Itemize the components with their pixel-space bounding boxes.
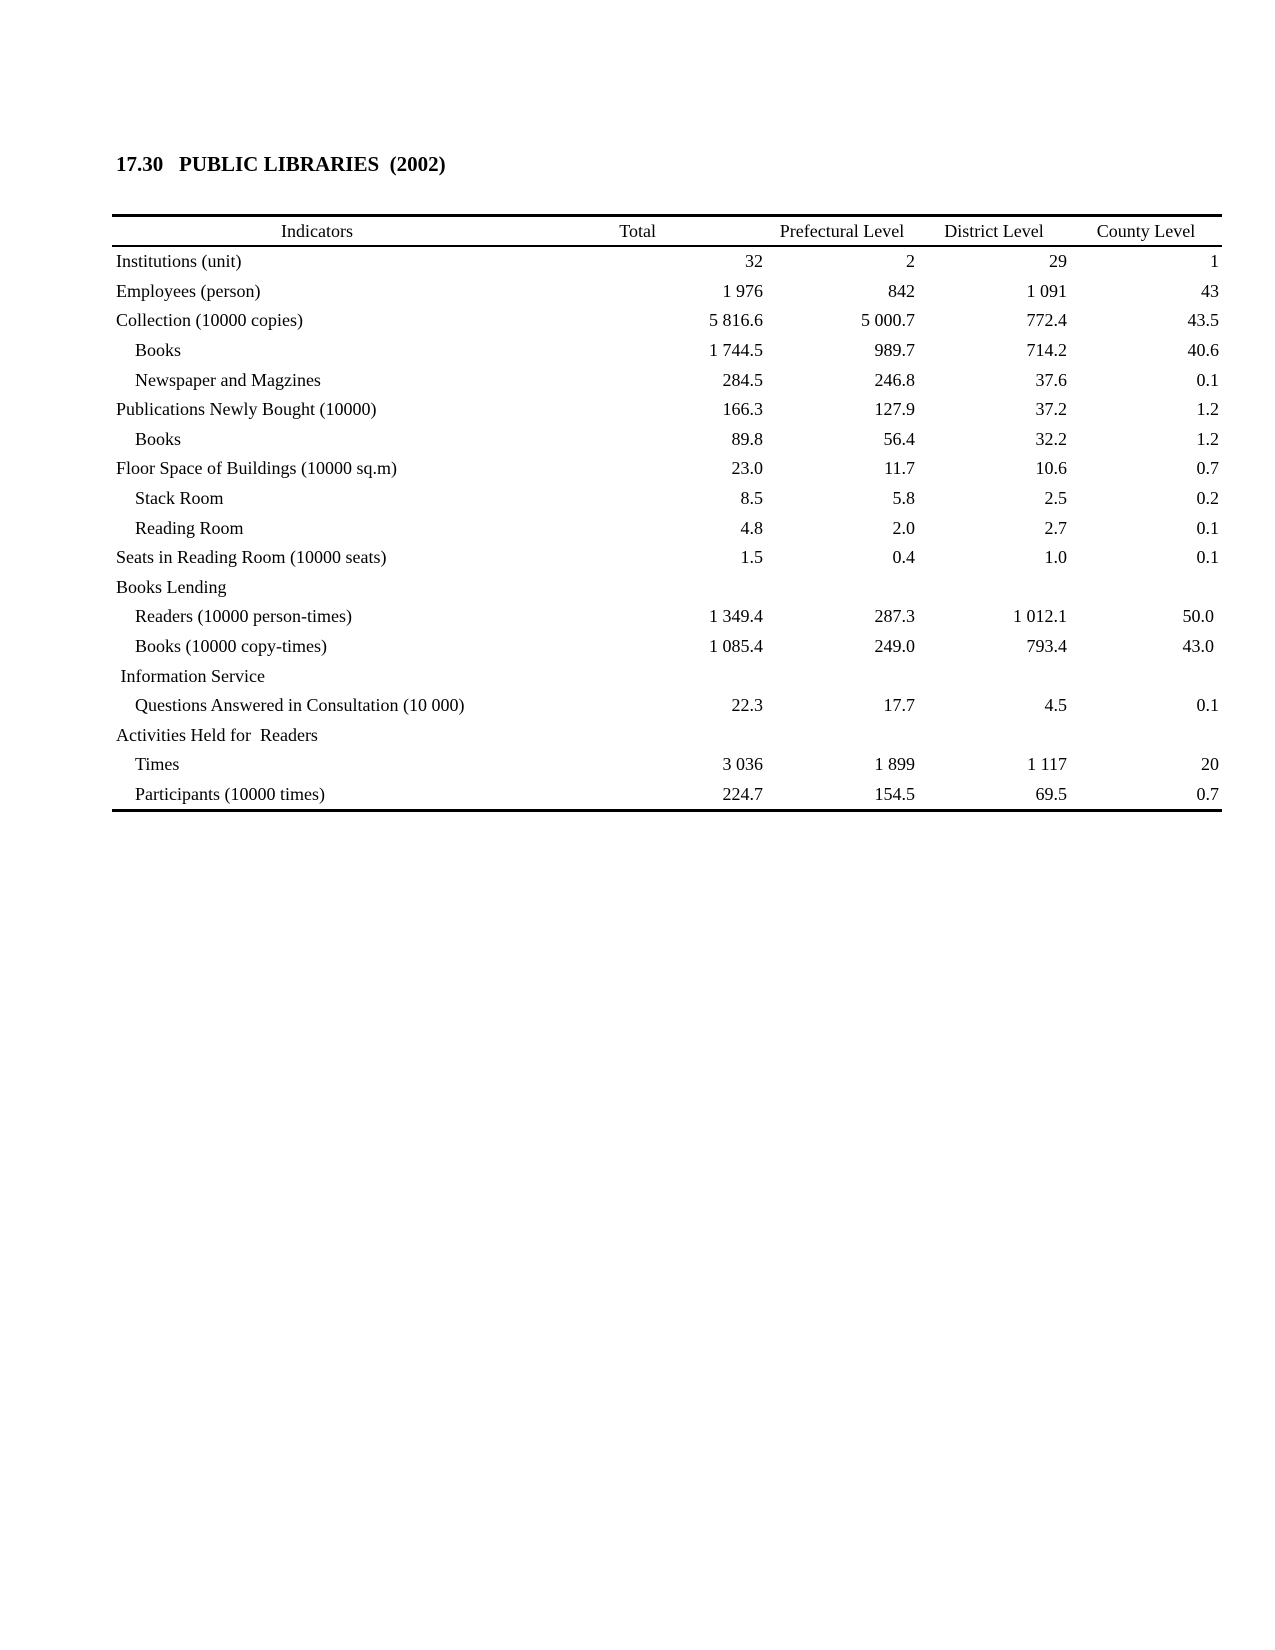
cell-district: 1 117: [1027, 754, 1067, 775]
header-county-level: County Level: [1096, 220, 1196, 241]
cell-total: 32: [745, 251, 763, 272]
cell-total: [522, 661, 766, 691]
cell-prefectural: 989.7: [874, 340, 915, 361]
cell-prefectural: 2: [906, 251, 915, 272]
cell-total: 23.0: [731, 458, 763, 479]
cell-prefectural: 287.3: [874, 606, 915, 627]
table-row: [112, 365, 1222, 395]
cell-district: [918, 721, 1070, 751]
cell-district: 37.6: [1035, 369, 1067, 390]
row-label: Stack Room: [135, 488, 224, 509]
cell-total: 1.5: [740, 547, 763, 568]
cell-total: 3 036: [722, 754, 763, 775]
cell-county: 40.6: [1187, 340, 1219, 361]
public-libraries-table: [112, 214, 1222, 812]
cell-county: 50.0: [1182, 606, 1214, 627]
cell-county: [1070, 721, 1222, 751]
table-row: [112, 513, 1222, 543]
table-row: [112, 306, 1222, 336]
row-label: Books (10000 copy-times): [135, 636, 327, 657]
cell-prefectural: 842: [888, 280, 915, 301]
cell-total: 224.7: [722, 783, 763, 804]
cell-total: 1 744.5: [709, 340, 763, 361]
table-row: [112, 661, 1222, 691]
cell-prefectural: [766, 721, 918, 751]
cell-district: [918, 573, 1070, 603]
cell-district: 1 012.1: [1013, 606, 1067, 627]
table-row: [112, 602, 1222, 632]
row-label: Institutions (unit): [116, 251, 242, 272]
cell-total: 166.3: [722, 399, 763, 420]
row-label: Books Lending: [116, 576, 227, 597]
cell-prefectural: 11.7: [884, 458, 915, 479]
cell-county: [1070, 573, 1222, 603]
row-label: Seats in Reading Room (10000 seats): [116, 547, 387, 568]
cell-county: 0.1: [1196, 517, 1219, 538]
table-row: [112, 454, 1222, 484]
row-label: Information Service: [116, 665, 265, 686]
cell-district: 69.5: [1035, 783, 1067, 804]
table-row: [112, 395, 1222, 425]
table-row: [112, 543, 1222, 573]
row-label: Participants (10000 times): [135, 783, 325, 804]
cell-prefectural: [766, 661, 918, 691]
cell-county: 0.1: [1196, 547, 1219, 568]
cell-county: [1070, 661, 1222, 691]
row-label: Times: [135, 754, 180, 775]
cell-district: 2.7: [1044, 517, 1067, 538]
cell-district: 29: [1049, 251, 1067, 272]
cell-district: 37.2: [1035, 399, 1067, 420]
cell-county: 1: [1210, 251, 1219, 272]
cell-total: 1 349.4: [709, 606, 763, 627]
table-row: [112, 277, 1222, 307]
cell-county: 43.5: [1187, 310, 1219, 331]
table-row: [112, 691, 1222, 721]
cell-district: 772.4: [1026, 310, 1067, 331]
cell-prefectural: 56.4: [883, 428, 915, 449]
table-row: [112, 425, 1222, 455]
cell-total: 8.5: [740, 488, 763, 509]
table-row: [112, 780, 1222, 811]
cell-total: 89.8: [731, 428, 763, 449]
header-prefectural-level: Prefectural Level: [779, 220, 905, 241]
row-label: Activities Held for Readers: [116, 724, 318, 745]
table-body: [112, 246, 1222, 811]
cell-total: 1 085.4: [709, 636, 763, 657]
cell-total: 1 976: [722, 280, 763, 301]
row-label: Books: [135, 428, 182, 449]
cell-district: 32.2: [1035, 428, 1067, 449]
cell-county: 0.7: [1196, 783, 1219, 804]
cell-county: 0.2: [1196, 488, 1219, 509]
cell-county: 1.2: [1196, 428, 1219, 449]
cell-prefectural: 17.7: [883, 695, 915, 716]
row-label: Collection (10000 copies): [116, 310, 303, 331]
row-label: Employees (person): [116, 280, 261, 301]
cell-prefectural: 2.0: [892, 517, 915, 538]
page-title: 17.30 PUBLIC LIBRARIES (2002): [116, 152, 446, 176]
cell-district: 10.6: [1035, 458, 1067, 479]
row-label: Newspaper and Magzines: [135, 369, 321, 390]
cell-total: [522, 721, 766, 751]
row-label: Questions Answered in Consultation (10 000): [135, 695, 465, 716]
cell-county: 43.0: [1182, 636, 1214, 657]
cell-total: 22.3: [731, 695, 763, 716]
table-header-row: [112, 216, 1222, 247]
cell-total: [522, 573, 766, 603]
cell-prefectural: 1 899: [874, 754, 915, 775]
table-row: [112, 246, 1222, 277]
cell-prefectural: 246.8: [874, 369, 915, 390]
cell-prefectural: 154.5: [874, 783, 915, 804]
cell-prefectural: [766, 573, 918, 603]
cell-district: 4.5: [1044, 695, 1067, 716]
cell-total: 4.8: [740, 517, 763, 538]
cell-district: 1.0: [1044, 547, 1067, 568]
cell-county: 43: [1201, 280, 1219, 301]
cell-prefectural: 0.4: [892, 547, 915, 568]
row-label: Books: [135, 340, 182, 361]
cell-prefectural: 5.8: [892, 488, 915, 509]
table-row: [112, 573, 1222, 603]
row-label: Publications Newly Bought (10000): [116, 399, 377, 420]
cell-total: 284.5: [722, 369, 763, 390]
cell-district: [918, 661, 1070, 691]
cell-county: 20: [1201, 754, 1219, 775]
header-district-level: District Level: [944, 220, 1044, 241]
cell-county: 0.1: [1196, 695, 1219, 716]
cell-district: 1 091: [1026, 280, 1067, 301]
cell-county: 0.1: [1196, 369, 1219, 390]
cell-district: 793.4: [1026, 636, 1067, 657]
header-total: Total: [619, 220, 656, 241]
cell-district: 714.2: [1026, 340, 1067, 361]
table-row: [112, 484, 1222, 514]
table-row: [112, 632, 1222, 662]
row-label: Floor Space of Buildings (10000 sq.m): [116, 458, 397, 479]
cell-county: 1.2: [1196, 399, 1219, 420]
cell-total: 5 816.6: [709, 310, 763, 331]
header-indicators: Indicators: [281, 220, 353, 241]
table-row: [112, 721, 1222, 751]
cell-county: 0.7: [1196, 458, 1219, 479]
table-row: [112, 336, 1222, 366]
cell-prefectural: 5 000.7: [861, 310, 915, 331]
cell-prefectural: 249.0: [874, 636, 915, 657]
row-label: Reading Room: [135, 517, 244, 538]
cell-prefectural: 127.9: [874, 399, 915, 420]
row-label: Readers (10000 person-times): [135, 606, 352, 627]
table-row: [112, 750, 1222, 780]
cell-district: 2.5: [1044, 488, 1067, 509]
